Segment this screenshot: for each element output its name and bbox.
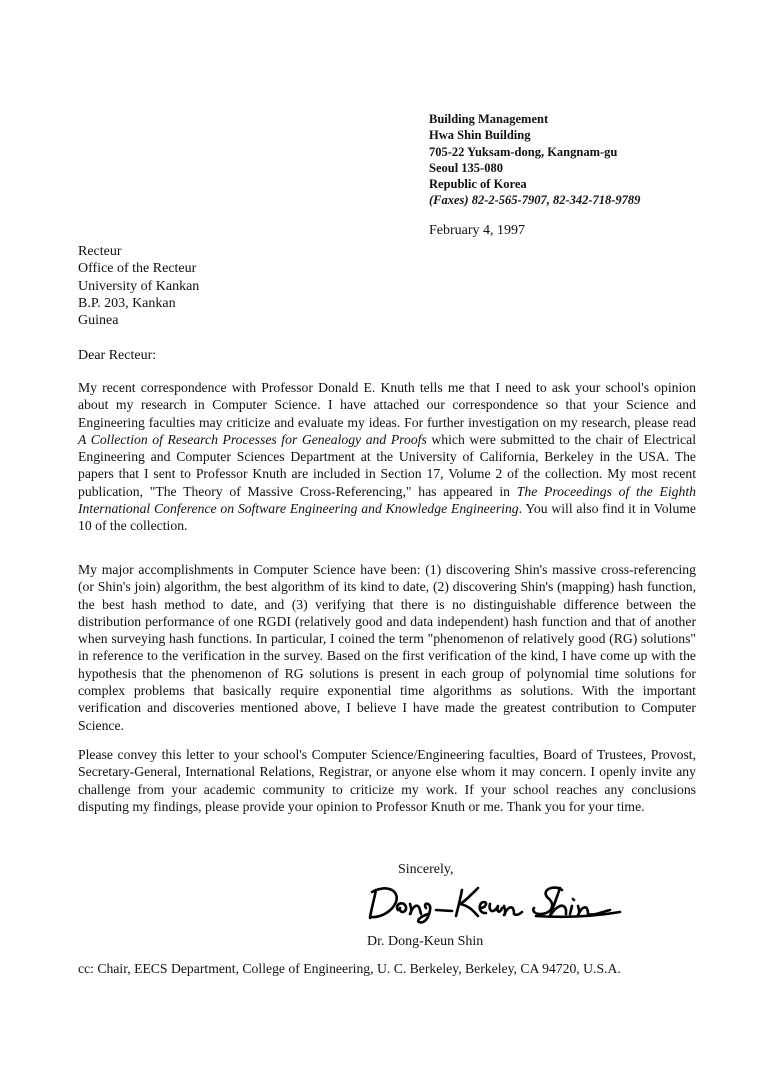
cc-line: cc: Chair, EECS Department, College of Engineering, U. C. Berkeley, Berkeley, CA 94720, U.S.A.: [78, 961, 621, 976]
salutation: Dear Recteur:: [78, 348, 157, 363]
sender-line: Hwa Shin Building: [429, 128, 531, 143]
handwritten-signature: [366, 880, 626, 926]
body-paragraph-1: [78, 379, 696, 535]
proceedings-title: The Proceedings of the Eighth International Conference on Software Engineering and Knowledge Engineering: [78, 483, 696, 517]
recipient-line: Recteur: [78, 244, 122, 259]
paragraph-text: . You will also find it in Volume 10 of the collection.: [78, 501, 697, 534]
sender-line: Seoul 135-080: [429, 160, 503, 175]
paragraph-text: which were submitted to the chair of Electrical Engineering and Computer Sciences Department at the University of California, Berkeley in the USA. The papers that I sent to Professor Knuth are included in Section 17, Volume 2 of the collection. My most recent publication, "The Theory of Massive Cross-Referencing," has appeared in: [78, 431, 696, 499]
recipient-line: Guinea: [78, 313, 119, 329]
recipient-line: Office of the Recteur: [78, 261, 197, 277]
sender-line: Building Management: [429, 112, 549, 126]
signature-image: [366, 880, 626, 926]
collection-title: A Collection of Research Processes for Genealogy and Proofs: [78, 431, 427, 447]
recipient-address-block: [78, 243, 199, 329]
sender-address-block: [429, 111, 749, 209]
recipient-line: B.P. 203, Kankan: [78, 295, 176, 311]
letter-date: February 4, 1997: [429, 223, 526, 238]
sender-line: 705-22 Yuksam-dong, Kangnam-gu: [429, 144, 618, 159]
sender-line: Republic of Korea: [429, 177, 527, 192]
body-paragraph-2: My major accomplishments in Computer Science have been: (1) discovering Shin's massive cross-referencing (or Shin's join) algorithm, the best algorithm of its kind to date, (2) discovering Shin's (mapping) hash function, the best hash method to date, and (3) verifying that there is no distinguishable difference between the distribution performance of one RGDI (relatively good and data independent) hash function and that of another when surveying hash functions. In particular, I coined the term "phenomenon of relatively good (RG) solutions" in reference to the verification in the survey. Based on the first verification of the kind, I have come up with the hypothesis that the phenomenon of RG solutions is present in each group of polynomial time solutions for complex problems that basically require exponential time algorithms as solutions. With the important verification and discoveries mentioned above, I believe I have made the greatest contribution to Computer Science.: [78, 562, 696, 733]
recipient-line: University of Kankan: [78, 278, 200, 294]
sender-faxes: (Faxes) 82-2-565-7907, 82-342-718-9789: [429, 193, 641, 208]
signer-name: Dr. Dong-Keun Shin: [367, 934, 484, 949]
body-paragraph-3: Please convey this letter to your school's Computer Science/Engineering faculties, Board of Trustees, Provost, Secretary-General, International Relations, Registrar, or anyone else whom it may concern. I openly invite any challenge from your academic community to criticize my work. If your school reaches any conclusions disputing my findings, please provide your opinion to Professor Knuth or me. Thank you for your time.: [78, 747, 696, 814]
paragraph-text: My recent correspondence with Professor Donald E. Knuth tells me that I need to ask your school's opinion about my research in Computer Science. I have attached our correspondence so that your Science and Engineering faculties may criticize and evaluate my ideas. For further investigation on my research, please read: [78, 380, 696, 430]
closing: Sincerely,: [398, 862, 454, 877]
